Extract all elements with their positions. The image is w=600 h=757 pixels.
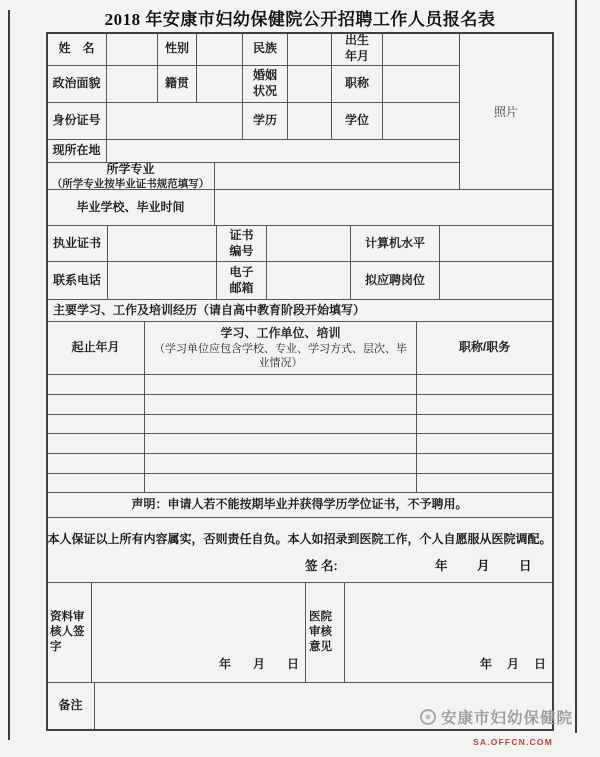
form-title: 2018 年安康市妇幼保健院公开招聘工作人员报名表 [104,10,496,29]
gender-label: 性别 [158,33,197,66]
practice-cert-label: 执业证书 [47,226,108,262]
education-field[interactable] [288,103,332,140]
id-number-label: 身份证号 [47,103,107,140]
row-basic-3 [47,103,460,140]
name-field[interactable] [107,33,158,66]
exp-title-field[interactable] [417,474,553,493]
exp-period-header: 起止年月 [47,322,145,375]
reviewer-signature-area[interactable] [92,583,306,683]
experience-row [47,415,553,434]
watermark-site-text: SA.OFFCN.COM [472,737,553,747]
exp-period-field[interactable] [47,474,145,493]
watermark-org-text: 安康市妇幼保健院 [441,710,574,727]
row-guarantee [47,518,553,583]
reviewer-label: 资料审核人签字 [47,583,92,683]
location-field[interactable] [107,140,460,163]
month-label: 月 [506,657,519,672]
page-right-border [575,0,577,733]
row-basic-2 [47,66,460,103]
experience-row [47,474,553,493]
row-experience-heading [47,300,553,322]
row-declaration [47,493,553,518]
exp-title-field[interactable] [417,434,553,454]
experience-row [47,395,553,415]
year-label: 年 [435,559,448,573]
birth-date-field[interactable] [383,33,460,66]
experience-row [47,454,553,474]
exp-period-field[interactable] [47,415,145,434]
declaration-text: 声明：申请人若不能按期毕业并获得学历学位证书，不予聘用。 [47,493,553,518]
year-label: 年 [218,657,231,672]
exp-title-field[interactable] [417,395,553,415]
email-label: 电子邮箱 [217,262,267,300]
computer-level-label: 计算机水平 [351,226,440,262]
birth-date-label: 出生年月 [332,33,383,66]
name-label: 姓 名 [47,33,107,66]
marital-status-label: 婚姻状况 [243,66,288,103]
row-grad-school [47,190,553,226]
day-label: 日 [286,657,299,672]
month-label: 月 [477,559,490,573]
prof-title-field[interactable] [383,66,460,103]
major-note: （所学专业按毕业证书规范填写） [51,177,210,190]
major-field[interactable] [215,163,460,190]
hospital-opinion-area[interactable] [345,583,553,683]
year-label: 年 [479,657,492,672]
grad-school-label: 毕业学校、毕业时间 [47,190,215,226]
guarantee-text: 本人保证以上所有内容属实，否则责任自负。本人如招录到医院工作，个人自愿服从医院调配。 [47,532,552,546]
native-place-field[interactable] [197,66,243,103]
hospital-opinion-label: 医院审核意见 [306,583,345,683]
exp-title-field[interactable] [417,375,553,395]
row-review [47,583,553,683]
guarantee-cell [47,518,553,583]
row-contact [47,262,553,300]
month-label: 月 [252,657,265,672]
ethnicity-field[interactable] [288,33,332,66]
prof-title-label: 职称 [332,66,383,103]
exp-period-field[interactable] [47,434,145,454]
grad-school-field[interactable] [215,190,553,226]
hospital-date [480,657,546,673]
row-certificate [47,226,553,262]
cert-no-field[interactable] [267,226,351,262]
marital-status-field[interactable] [288,66,332,103]
phone-field[interactable] [108,262,217,300]
row-major [47,163,460,190]
major-label: 所学专业 [106,161,155,176]
remarks-label: 备注 [47,683,95,730]
hospital-logo-icon [420,709,436,725]
exp-period-field[interactable] [47,375,145,395]
exp-unit-field[interactable] [145,375,417,395]
cert-no-label: 证书编号 [217,226,267,262]
location-label: 现所在地 [47,140,107,163]
exp-unit-field[interactable] [145,454,417,474]
major-label-block [47,163,215,190]
experience-section-label: 主要学习、工作及培训经历（请自高中教育阶段开始填写） [47,300,553,322]
row-experience-header [47,322,553,375]
day-label: 日 [533,657,546,672]
reviewer-date [219,657,299,673]
row-location [47,140,460,163]
phone-label: 联系电话 [47,262,108,300]
exp-unit-header-title: 学习、工作单位、培训 [220,325,341,340]
exp-unit-header-note: （学习单位应包含学校、专业、学习方式、层次、毕业情况） [154,342,407,369]
degree-field[interactable] [383,103,460,140]
exp-title-field[interactable] [417,415,553,434]
degree-label: 学位 [332,103,383,140]
target-position-field[interactable] [440,262,553,300]
experience-row [47,375,553,395]
id-number-field[interactable] [107,103,243,140]
exp-unit-field[interactable] [145,395,417,415]
email-field[interactable] [267,262,351,300]
day-label: 日 [519,559,532,573]
exp-title-header: 职称/职务 [417,322,553,375]
education-label: 学历 [243,103,288,140]
political-status-label: 政治面貌 [47,66,107,103]
exp-unit-header [145,322,417,375]
exp-period-field[interactable] [47,454,145,474]
signature-label: 签 名: [305,559,338,573]
political-status-field[interactable] [107,66,158,103]
practice-cert-field[interactable] [108,226,217,262]
experience-row [47,434,553,454]
exp-unit-field[interactable] [145,434,417,454]
watermark [420,706,573,728]
computer-level-field[interactable] [440,226,553,262]
target-position-label: 拟应聘岗位 [351,262,440,300]
exp-unit-field[interactable] [145,415,417,434]
row-basic-1 [47,33,460,66]
exp-period-field[interactable] [47,395,145,415]
photo-label: 照片 [493,104,518,119]
exp-unit-field[interactable] [145,474,417,493]
gender-field[interactable] [197,33,243,66]
exp-title-field[interactable] [417,454,553,474]
photo-box[interactable] [460,33,553,190]
ethnicity-label: 民族 [243,33,288,66]
native-place-label: 籍贯 [158,66,197,103]
page-left-border [8,10,10,740]
